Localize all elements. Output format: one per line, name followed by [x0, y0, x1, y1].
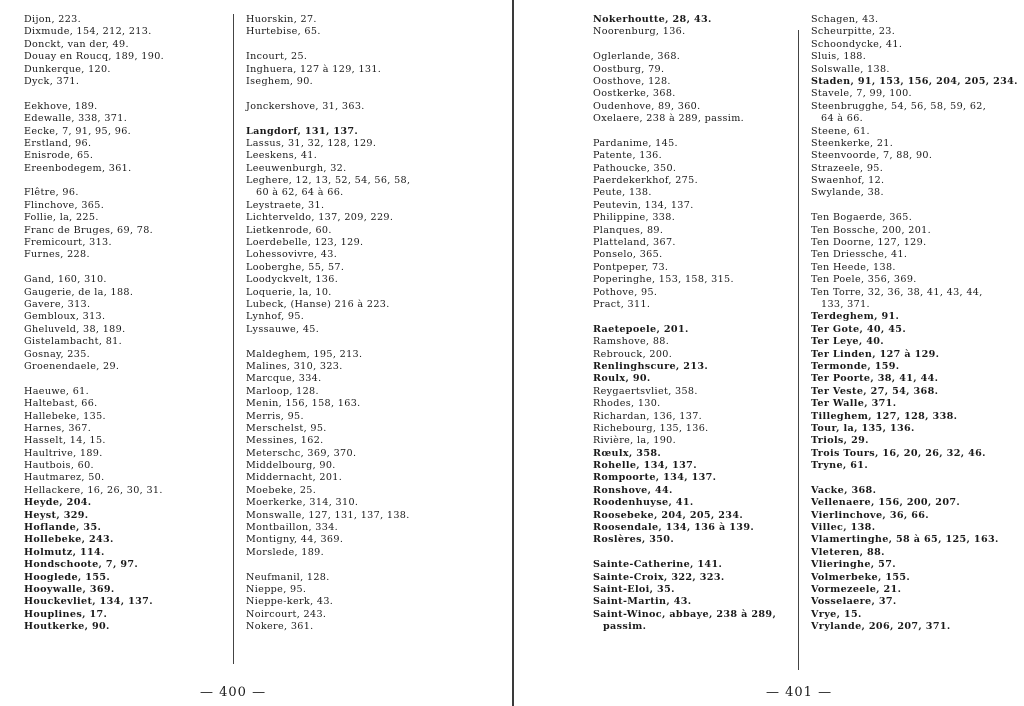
column-divider: [233, 14, 234, 664]
index-entry: Ter Veste, 27, 54, 368.: [811, 385, 939, 397]
index-entry: Montigny, 44, 369.: [246, 534, 344, 546]
index-entry: Pontpeper, 73.: [593, 261, 669, 273]
index-entry: Hooywalle, 369.: [24, 583, 115, 595]
index-entry: Dunkerque, 120.: [24, 63, 111, 75]
index-entry: Oglerlande, 368.: [593, 51, 681, 63]
index-entry: Roosendale, 134, 136 à 139.: [593, 522, 755, 534]
index-entry: Erstland, 96.: [24, 137, 92, 149]
index-entry: Douay en Roucq, 189, 190.: [24, 51, 165, 63]
index-entry: Vosselaere, 37.: [811, 596, 897, 608]
index-entry: Iseghem, 90.: [246, 75, 314, 87]
index-entry: Heyst, 329.: [24, 509, 89, 521]
index-entry: Hoflande, 35.: [24, 522, 102, 534]
index-entry: Vormezeele, 21.: [811, 583, 902, 595]
index-entry: Steenvoorde, 7, 88, 90.: [811, 150, 933, 162]
index-entry: Tour, la, 135, 136.: [811, 422, 915, 434]
index-entry: Jonckershove, 31, 363.: [246, 100, 365, 112]
index-entry: Houckevliet, 134, 137.: [24, 596, 153, 608]
index-entry: Paerdekerkhof, 275.: [593, 175, 698, 187]
index-entry: Ereenbodegem, 361.: [24, 162, 132, 174]
index-entry: Leghere, 12, 13, 52, 54, 56, 58,: [246, 175, 411, 187]
index-entry: Steenbrugghe, 54, 56, 58, 59, 62,: [811, 100, 987, 112]
index-entry: Planques, 89.: [593, 224, 664, 236]
index-entry: Oostburg, 79.: [593, 63, 665, 75]
index-entry: Noircourt, 243.: [246, 608, 327, 620]
entry-spacer: [24, 373, 164, 385]
index-entry: Leystraete, 31.: [246, 199, 325, 211]
index-entry: Reygaertsvliet, 358.: [593, 385, 698, 397]
index-entry: Volmerbeke, 155.: [811, 571, 911, 583]
index-entry: Sluis, 188.: [811, 51, 867, 63]
index-entry: Merschelst, 95.: [246, 422, 327, 434]
index-entry: Neufmanil, 128.: [246, 571, 330, 583]
index-entry: Hautmarez, 50.: [24, 472, 105, 484]
index-entry: Follie, la, 225.: [24, 212, 99, 224]
index-entry: Menin, 156, 158, 163.: [246, 398, 361, 410]
index-entry: Leeskens, 41.: [246, 150, 318, 162]
index-entry: Platteland, 367.: [593, 237, 676, 249]
index-entry: Triols, 29.: [811, 435, 869, 447]
index-entry: Ter Poorte, 38, 41, 44.: [811, 373, 939, 385]
index-entry: Incourt, 25.: [246, 51, 308, 63]
index-entry: Loodyckvelt, 136.: [246, 274, 339, 286]
index-entry: Hondschoote, 7, 97.: [24, 559, 139, 571]
index-entry: Trois Tours, 16, 20, 26, 32, 46.: [811, 447, 986, 459]
index-entry: Holmutz, 114.: [24, 546, 105, 558]
index-entry: Hasselt, 14, 15.: [24, 435, 106, 447]
index-entry: Patente, 136.: [593, 150, 662, 162]
index-entry: Malines, 310, 323.: [246, 360, 343, 372]
index-entry: Strazeele, 95.: [811, 162, 884, 174]
index-entry: Gembloux, 313.: [24, 311, 106, 323]
index-entry: Dixmude, 154, 212, 213.: [24, 26, 152, 38]
index-entry: Leeuwenburgh, 32.: [246, 162, 347, 174]
entry-spacer: [24, 88, 164, 100]
index-entry: Termonde, 159.: [811, 360, 900, 372]
index-entry: Vleteren, 88.: [811, 546, 885, 558]
index-entry: Ten Doorne, 127, 129.: [811, 237, 927, 249]
index-entry: Moerkerke, 314, 310.: [246, 497, 359, 509]
index-entry: Pract, 311.: [593, 298, 651, 310]
index-entry: Oosthove, 128.: [593, 75, 671, 87]
index-entry: Houtkerke, 90.: [24, 621, 110, 633]
index-entry: Middernacht, 201.: [246, 472, 343, 484]
index-entry: Raetepoele, 201.: [593, 323, 689, 335]
index-entry: Rivière, la, 190.: [593, 435, 677, 447]
entry-spacer: [24, 175, 164, 187]
index-entry: Pothove, 95.: [593, 286, 658, 298]
index-entry: Ramshove, 88.: [593, 336, 670, 348]
index-entry: Rœulx, 358.: [593, 447, 662, 459]
index-entry: Gheluveld, 38, 189.: [24, 323, 126, 335]
index-entry: Vierlinchove, 36, 66.: [811, 509, 929, 521]
index-entry: Ten Torre, 32, 36, 38, 41, 43, 44,: [811, 286, 983, 298]
index-entry: Loerdebelle, 123, 129.: [246, 237, 364, 249]
index-entry: Ter Linden, 127 à 129.: [811, 348, 940, 360]
entry-spacer: [246, 88, 410, 100]
index-entry: Maldeghem, 195, 213.: [246, 348, 363, 360]
index-entry-continuation: 133, 371.: [821, 298, 870, 310]
index-entry: Donckt, van der, 49.: [24, 38, 129, 50]
index-entry: Meterschc, 369, 370.: [246, 447, 357, 459]
index-entry: Hollebeke, 243.: [24, 534, 114, 546]
index-entry: Roulx, 90.: [593, 373, 651, 385]
index-entry: Lassus, 31, 32, 128, 129.: [246, 137, 377, 149]
index-entry: Messines, 162.: [246, 435, 324, 447]
index-entry: Villec, 138.: [811, 522, 876, 534]
index-entry: Saint-Martin, 43.: [593, 596, 692, 608]
index-entry: Marloop, 128.: [246, 385, 319, 397]
index-entry: Ten Bossche, 200, 201.: [811, 224, 932, 236]
index-entry: Peutevin, 134, 137.: [593, 199, 694, 211]
index-entry: Eekhove, 189.: [24, 100, 98, 112]
index-entry: Vrylande, 206, 207, 371.: [811, 621, 951, 633]
index-entry: Lietkenrode, 60.: [246, 224, 332, 236]
index-entry: Staden, 91, 153, 156, 204, 205, 234.: [811, 75, 1018, 87]
index-entry: Swylande, 38.: [811, 187, 884, 199]
index-entry: Ten Bogaerde, 365.: [811, 212, 913, 224]
index-entry: Saint-Winoc, abbaye, 238 à 289,: [593, 608, 777, 620]
page-number-right: — 401 —: [766, 685, 833, 700]
index-entry: Looberghe, 55, 57.: [246, 261, 345, 273]
page-number-left: — 400 —: [200, 685, 267, 700]
index-entry: Schagen, 43.: [811, 14, 879, 25]
index-entry: Ter Gote, 40, 45.: [811, 323, 907, 335]
index-entry: Monswalle, 127, 131, 137, 138.: [246, 509, 410, 521]
index-entry: Huorskin, 27.: [246, 14, 317, 25]
entry-spacer: [811, 472, 1018, 484]
index-entry: Ter Leye, 40.: [811, 336, 884, 348]
index-entry: Pathoucke, 350.: [593, 162, 677, 174]
right-page-column-1: [593, 14, 776, 634]
index-entry: Lyssauwe, 45.: [246, 323, 320, 335]
index-entry: Sainte-Catherine, 141.: [593, 559, 723, 571]
index-entry: Inghuera, 127 à 129, 131.: [246, 63, 382, 75]
index-entry: Moebeke, 25.: [246, 484, 317, 496]
index-entry: Pardanime, 145.: [593, 137, 678, 149]
entry-spacer: [246, 113, 410, 125]
entry-spacer: [811, 200, 1018, 212]
index-entry: Sainte-Croix, 322, 323.: [593, 571, 725, 583]
index-entry-continuation: 64 à 66.: [821, 113, 864, 125]
index-entry: Enisrode, 65.: [24, 150, 94, 162]
index-entry: Flêtre, 96.: [24, 187, 79, 199]
index-entry: Marcque, 334.: [246, 373, 322, 385]
index-entry: Hautbois, 60.: [24, 460, 94, 472]
index-entry: Rhodes, 130.: [593, 398, 661, 410]
index-entry: Vellenaere, 156, 200, 207.: [811, 497, 961, 509]
index-entry: Dyck, 371.: [24, 75, 80, 87]
index-entry: Roodenhuyse, 41.: [593, 497, 694, 509]
left-page-column-2: [246, 14, 410, 634]
index-entry: Nieppe, 95.: [246, 583, 307, 595]
index-entry: Steene, 61.: [811, 125, 870, 137]
column-divider: [798, 30, 799, 670]
index-entry: Ten Driessche, 41.: [811, 249, 908, 261]
index-entry: Franc de Bruges, 69, 78.: [24, 224, 154, 236]
index-entry: Oostkerke, 368.: [593, 88, 676, 100]
index-entry: Ponselo, 365.: [593, 249, 663, 261]
index-entry: Tilleghem, 127, 128, 338.: [811, 410, 958, 422]
entry-spacer: [246, 39, 410, 51]
index-entry: Haltebast, 66.: [24, 398, 98, 410]
index-entry: Lubeck, (Hanse) 216 à 223.: [246, 298, 390, 310]
index-entry: Oxelaere, 238 à 289, passim.: [593, 113, 745, 125]
index-entry: Middelbourg, 90.: [246, 460, 336, 472]
index-entry: Nieppe-kerk, 43.: [246, 596, 334, 608]
index-entry: Merris, 95.: [246, 410, 304, 422]
index-entry: Gistelambacht, 81.: [24, 336, 122, 348]
index-entry: Swaenhof, 12.: [811, 175, 885, 187]
index-entry: Hurtebise, 65.: [246, 26, 321, 38]
index-entry: Morslede, 189.: [246, 546, 325, 558]
index-entry: Stavele, 7, 99, 100.: [811, 88, 912, 100]
index-entry: Loquerie, la, 10.: [246, 286, 332, 298]
index-entry: Roosebeke, 204, 205, 234.: [593, 509, 744, 521]
index-entry: Houplines, 17.: [24, 608, 108, 620]
index-entry: Philippine, 338.: [593, 212, 676, 224]
index-entry: Solswalle, 138.: [811, 63, 890, 75]
index-entry: Lynhof, 95.: [246, 311, 305, 323]
right-page: [514, 0, 1024, 706]
index-entry: Dijon, 223.: [24, 14, 81, 25]
entry-spacer: [24, 262, 164, 274]
index-entry: Peute, 138.: [593, 187, 652, 199]
index-entry: Harnes, 367.: [24, 422, 92, 434]
index-entry: Richardan, 136, 137.: [593, 410, 703, 422]
index-entry: Noorenburg, 136.: [593, 26, 686, 38]
entry-spacer: [593, 547, 776, 559]
index-entry: Eecke, 7, 91, 95, 96.: [24, 125, 132, 137]
entry-spacer: [246, 336, 410, 348]
index-entry: Saint-Eloi, 35.: [593, 583, 675, 595]
index-entry: Rebrouck, 200.: [593, 348, 673, 360]
entry-spacer: [246, 559, 410, 571]
index-entry: Gosnay, 235.: [24, 348, 91, 360]
index-entry: Edewalle, 338, 371.: [24, 113, 128, 125]
index-entry: Ronshove, 44.: [593, 484, 673, 496]
index-entry: Nokere, 361.: [246, 621, 314, 633]
index-entry: Ten Poele, 356, 369.: [811, 274, 917, 286]
right-page-column-2: [811, 14, 1018, 634]
index-entry: Lichterveldo, 137, 209, 229.: [246, 212, 394, 224]
index-entry: Heyde, 204.: [24, 497, 92, 509]
index-entry: Nokerhoutte, 28, 43.: [593, 14, 712, 25]
index-entry: Rohelle, 134, 137.: [593, 460, 697, 472]
index-entry: Hellackere, 16, 26, 30, 31.: [24, 484, 163, 496]
index-entry: Renlinghscure, 213.: [593, 360, 709, 372]
index-entry: Vlamertinghe, 58 à 65, 125, 163.: [811, 534, 999, 546]
index-entry: Schoondycke, 41.: [811, 38, 903, 50]
index-entry: Tryne, 61.: [811, 460, 869, 472]
index-entry: Rompoorte, 134, 137.: [593, 472, 717, 484]
index-entry: Ter Walle, 371.: [811, 398, 897, 410]
index-entry: Vacke, 368.: [811, 484, 877, 496]
index-entry: Montbaillon, 334.: [246, 522, 339, 534]
index-entry: Oudenhove, 89, 360.: [593, 100, 701, 112]
index-entry: Lohessovivre, 43.: [246, 249, 338, 261]
entry-spacer: [593, 39, 776, 51]
entry-spacer: [593, 126, 776, 138]
index-entry-continuation: passim.: [603, 621, 647, 633]
left-page-column-1: [24, 14, 164, 634]
index-entry: Gavere, 313.: [24, 298, 91, 310]
index-entry: Gand, 160, 310.: [24, 274, 107, 286]
index-entry: Haultrive, 189.: [24, 447, 103, 459]
index-entry: Groenendaele, 29.: [24, 360, 120, 372]
index-entry: Hallebeke, 135.: [24, 410, 106, 422]
index-entry: Roslères, 350.: [593, 534, 675, 546]
index-entry: Fremicourt, 313.: [24, 237, 112, 249]
index-entry: Flinchove, 365.: [24, 199, 105, 211]
index-entry: Vlieringhe, 57.: [811, 559, 896, 571]
index-entry: Gaugerie, de la, 188.: [24, 286, 134, 298]
index-entry: Hooglede, 155.: [24, 571, 111, 583]
index-entry: Haeuwe, 61.: [24, 385, 90, 397]
index-entry-continuation: 60 à 62, 64 à 66.: [256, 187, 344, 199]
index-entry: Ten Heede, 138.: [811, 261, 896, 273]
index-entry: Scheurpitte, 23.: [811, 26, 896, 38]
index-entry: Langdorf, 131, 137.: [246, 125, 359, 137]
index-entry: Steenkerke, 21.: [811, 137, 894, 149]
index-entry: Terdeghem, 91.: [811, 311, 900, 323]
entry-spacer: [593, 311, 776, 323]
index-entry: Richebourg, 135, 136.: [593, 422, 709, 434]
index-entry: Poperinghe, 153, 158, 315.: [593, 274, 734, 286]
index-entry: Vrye, 15.: [811, 608, 862, 620]
index-entry: Furnes, 228.: [24, 249, 90, 261]
